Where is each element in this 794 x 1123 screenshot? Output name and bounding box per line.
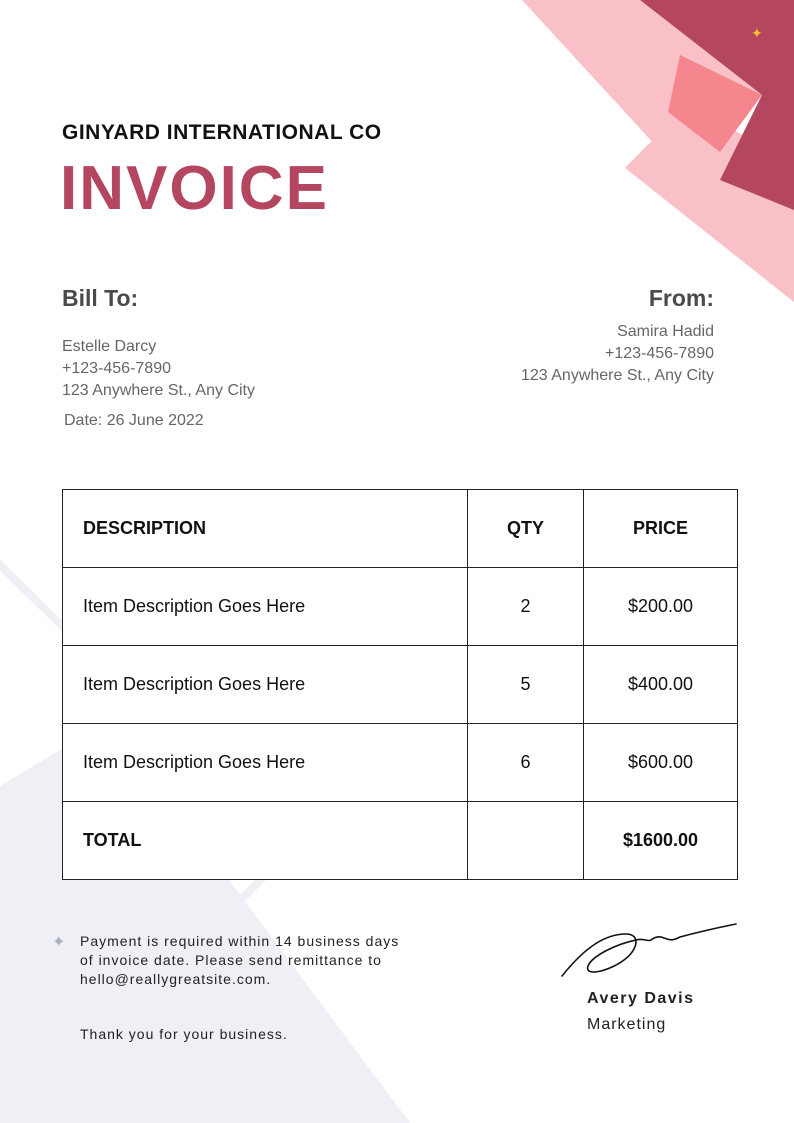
invoice-title: INVOICE	[60, 154, 329, 223]
item-qty: 6	[468, 724, 584, 802]
item-price: $600.00	[584, 724, 738, 802]
table-header-row	[63, 490, 738, 568]
column-header-description: DESCRIPTION	[63, 490, 468, 568]
item-description: Item Description Goes Here	[63, 724, 468, 802]
sparkle-icon: ✦	[52, 934, 66, 951]
total-price: $1600.00	[584, 802, 738, 880]
item-price: $200.00	[584, 568, 738, 646]
items-table	[62, 489, 738, 880]
from-phone: +123-456-7890	[605, 345, 714, 362]
bill-to-address: 123 Anywhere St., Any City	[62, 382, 255, 399]
total-qty	[468, 802, 584, 880]
table-row	[63, 568, 738, 646]
column-header-qty: QTY	[468, 490, 584, 568]
item-description: Item Description Goes Here	[63, 568, 468, 646]
thank-you-text: Thank you for your business.	[80, 1026, 288, 1042]
total-label: TOTAL	[63, 802, 468, 880]
signatory-role: Marketing	[587, 1016, 667, 1033]
from-details	[521, 321, 714, 387]
item-price: $400.00	[584, 646, 738, 724]
table-row	[63, 724, 738, 802]
bill-to-heading: Bill To:	[62, 285, 139, 311]
payment-note: Payment is required within 14 business days of invoice date. Please send remittance to hello@reallygreatsite.com.	[80, 933, 400, 987]
company-name: GINYARD INTERNATIONAL CO	[62, 121, 382, 144]
table-row	[63, 646, 738, 724]
bill-to-phone: +123-456-7890	[62, 360, 171, 377]
invoice-date: Date: 26 June 2022	[64, 412, 204, 429]
from-heading: From:	[648, 285, 714, 311]
bill-to-name: Estelle Darcy	[62, 338, 157, 355]
item-qty: 5	[468, 646, 584, 724]
signatory-name: Avery Davis	[587, 990, 695, 1007]
from-address: 123 Anywhere St., Any City	[521, 367, 714, 384]
signature-icon	[556, 916, 741, 986]
star-icon: ✦	[751, 25, 763, 41]
item-qty: 2	[468, 568, 584, 646]
bill-to-details	[62, 336, 255, 402]
item-description: Item Description Goes Here	[63, 646, 468, 724]
from-name: Samira Hadid	[617, 323, 714, 340]
column-header-price: PRICE	[584, 490, 738, 568]
total-row	[63, 802, 738, 880]
